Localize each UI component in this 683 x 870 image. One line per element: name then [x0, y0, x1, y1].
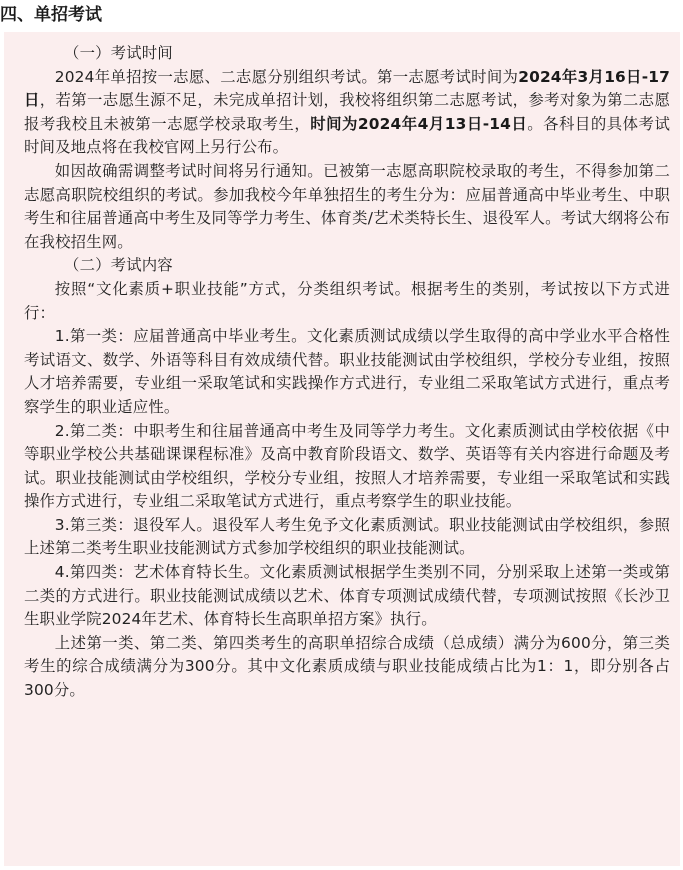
paragraph-category-4: 4.第四类：艺术体育特长生。文化素质测试根据学生类别不同，分别采取上述第一类或第二类的方式进行。职业技能测试成绩以艺术、体育专项测试成绩代替，专项测试按照《长沙卫生职业学院2024年艺术、体育特长生高职单招方案》执行。 [24, 563, 670, 629]
text-run: 。各科目的具体考试时间及地点将在我校官网上另行公布。 [24, 114, 670, 157]
paragraph-category-2: 2.第二类：中职考生和往届普通高中考生及同等学力考生。文化素质测试由学校依据《中等职业学校公共基础课课程标准》及高中教育阶段语文、数学、英语等有关内容进行命题及考试。职业技能测试由学校组织，学校分专业组，按照人才培养需要，专业组一采取笔试和实践操作方式进行，专业组二采取笔试方式进行，重点考察学生的职业技能。 [24, 421, 670, 511]
paragraph-category-1: 1.第一类：应届普通高中毕业考生。文化素质测试成绩以学生取得的高中学业水平合格性考试语文、数学、外语等科目有效成绩代替。职业技能测试由学校组织，学校分专业组，按照人才培养需要，专业组一采取笔试和实践操作方式进行，专业组二采取笔试方式进行，重点考察学生的职业适应性。 [24, 327, 670, 416]
text-run: ，若第一志愿生源不足，未完成单招计划，我校将组织第二志愿考试，参考对象为第二志愿报考我校且未被第一志愿学校录取考生， [24, 91, 670, 133]
bold-date-first-choice: 2024年3月16日-17日 [24, 67, 670, 110]
paragraph-category-3: 3.第三类：退役军人。退役军人考生免予文化素质测试。职业技能测试由学校组织，参照上述第二类考生职业技能测试方式参加学校组织的职业技能测试。 [24, 515, 670, 558]
subsection-title-exam-time: （一）考试时间 [64, 44, 173, 62]
subsection-title-exam-content: （二）考试内容 [64, 256, 173, 275]
paragraph-scoring: 上述第一类、第二类、第四类考生的高职单招综合成绩（总成绩）满分为600分，第三类考生的综合成绩满分为300分。其中文化素质成绩与职业技能成绩占比为1：1，即分别各占300分。 [24, 633, 670, 700]
paragraph-adjustment-notice: 如因故确需调整考试时间将另行通知。已被第一志愿高职院校录取的考生，不得参加第二志愿高职院校组织的考试。参加我校今年单独招生的考生分为：应届普通高中毕业考生、中职考生和往届普通高中考生及同等学力考生、体育类/艺术类特长生、退役军人。考试大纲将公布在我校招生网。 [24, 161, 670, 251]
paragraph-exam-schedule [24, 66, 670, 160]
paragraph-exam-method: 按照“文化素质+职业技能”方式，分类组织考试。根据考生的类别，考试按以下方式进行： [24, 279, 670, 322]
text-run: 2024年单招按一志愿、二志愿分别组织考试。第一志愿考试时间为 [54, 67, 519, 86]
content-box [4, 32, 680, 866]
bold-date-second-choice: 时间为2024年4月13日-14日 [310, 114, 528, 133]
section-heading: 四、单招考试 [0, 5, 102, 25]
